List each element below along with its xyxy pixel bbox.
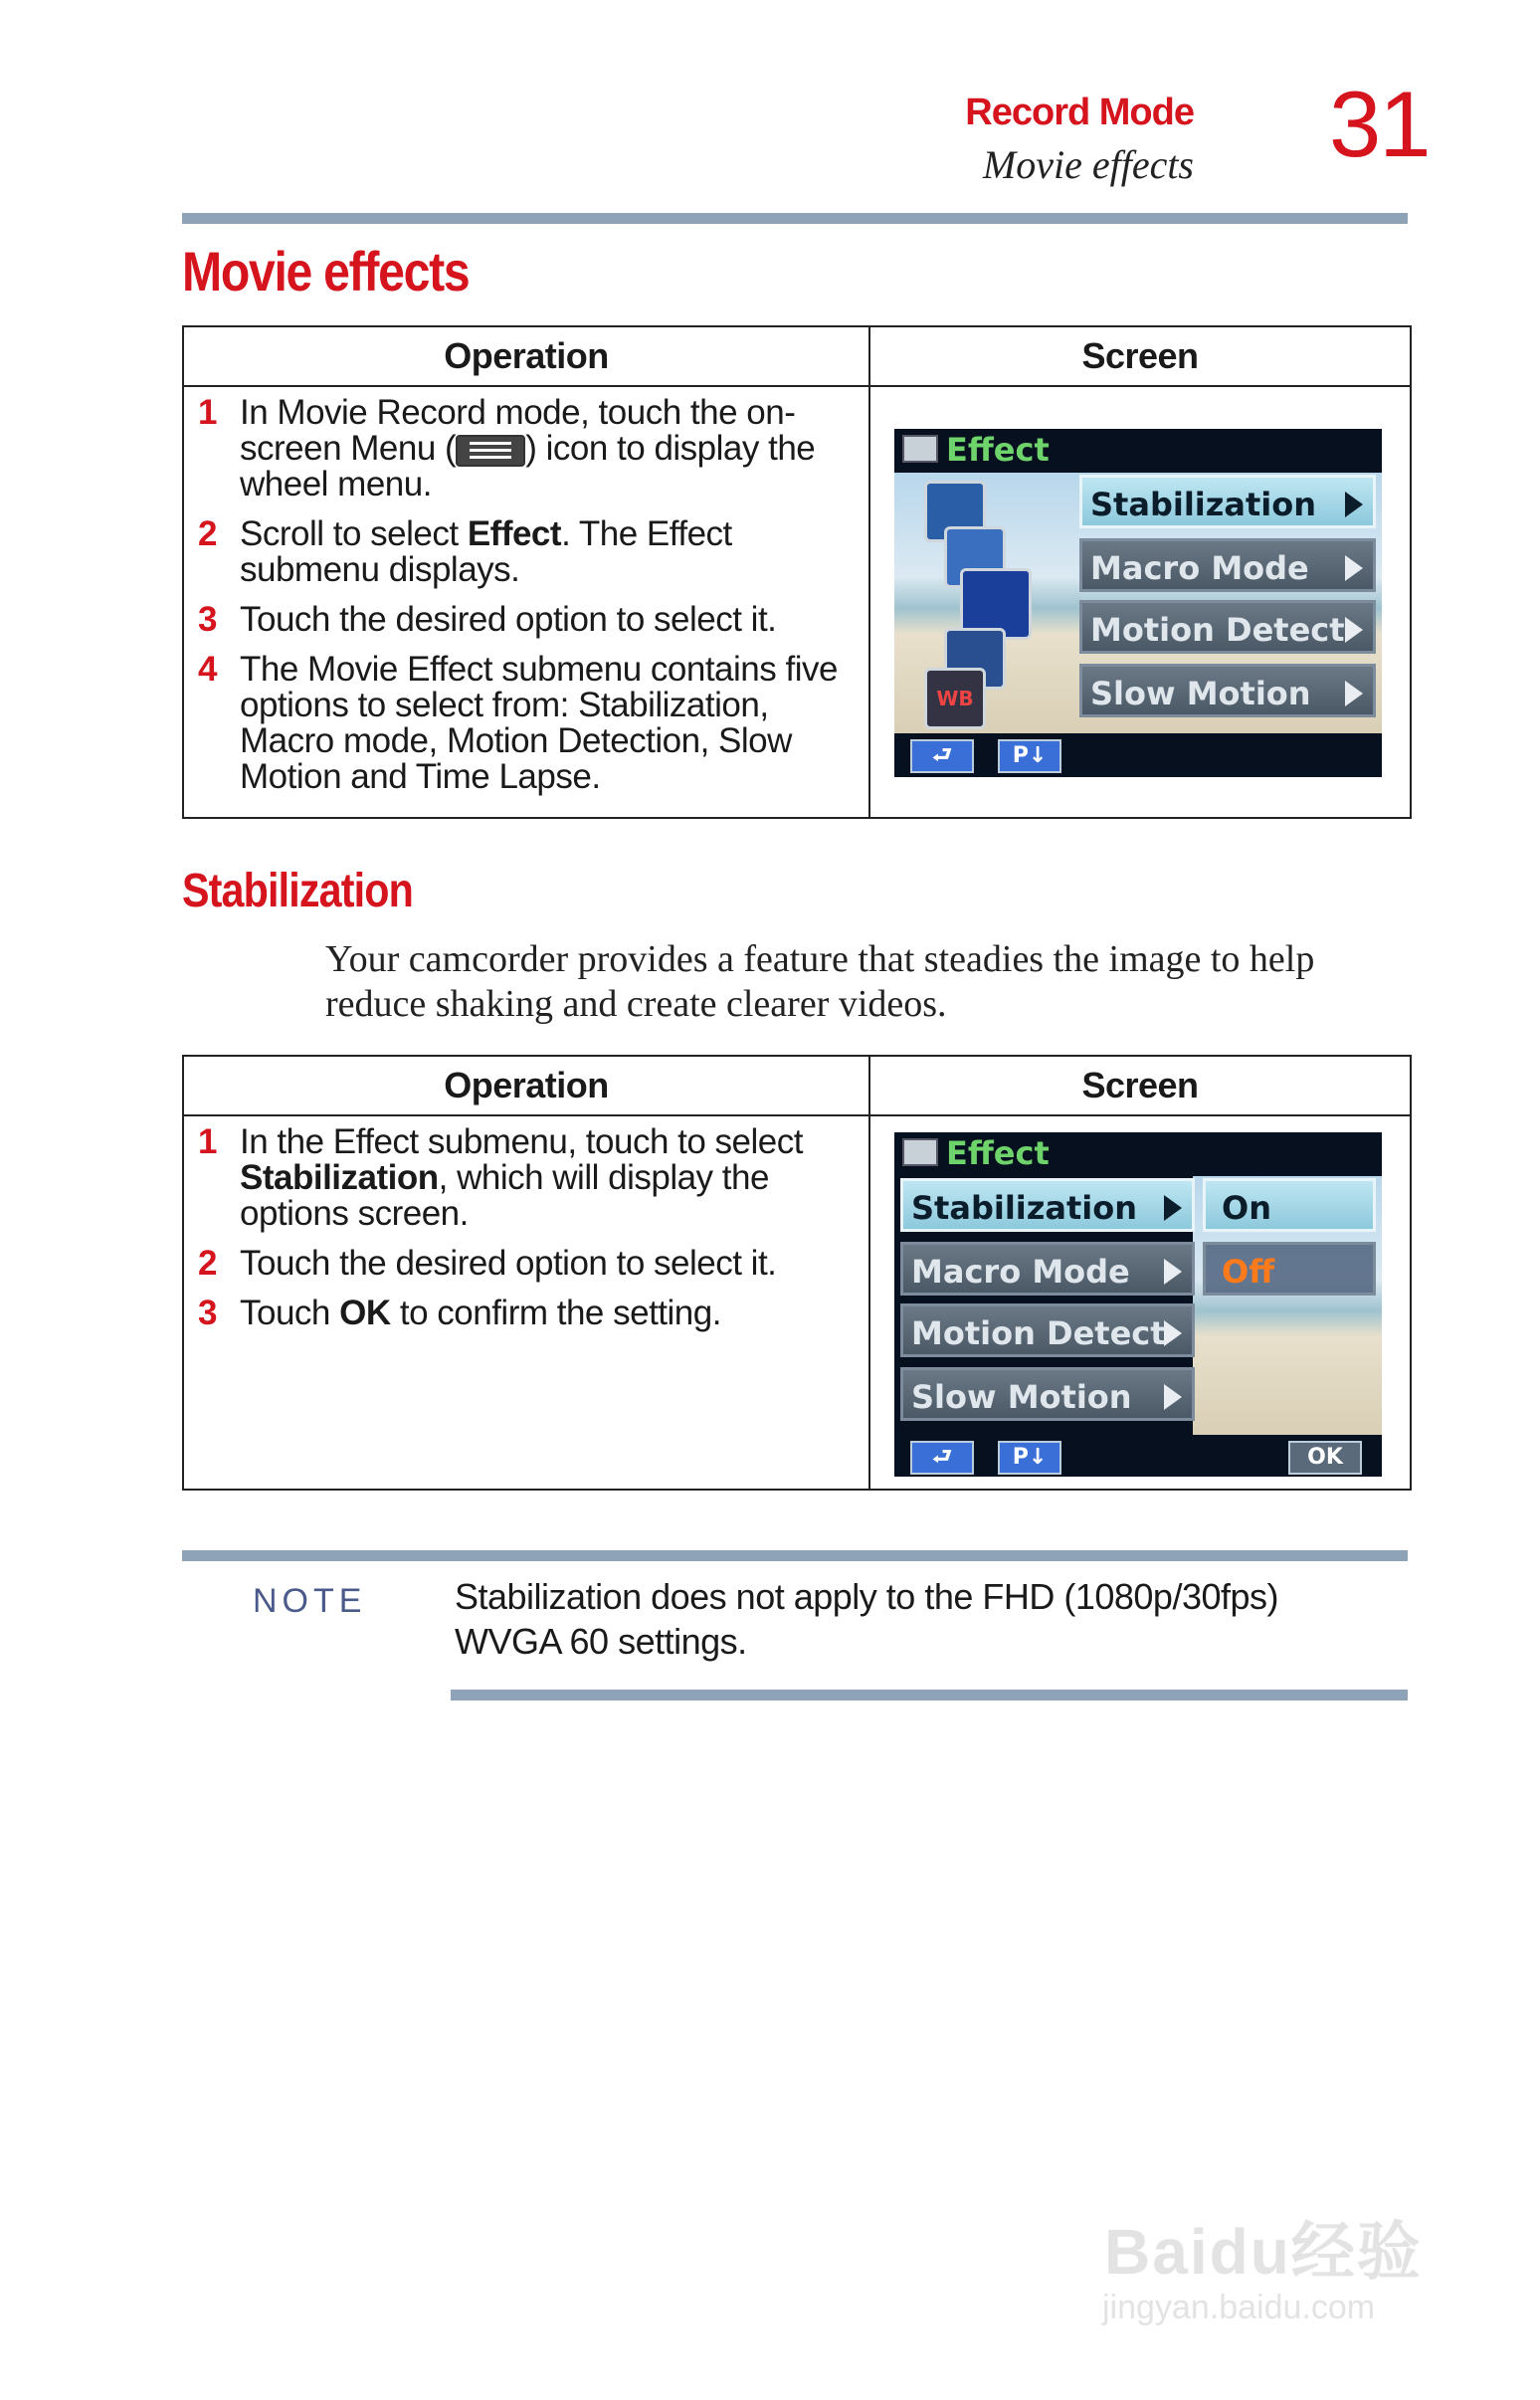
step-item: 3 Touch the desired option to select it. <box>198 600 777 639</box>
step-number: 3 <box>198 1294 217 1332</box>
menu-item-slow-motion[interactable]: Slow Motion <box>900 1367 1195 1421</box>
menu-item-motion-detect[interactable]: Motion Detect <box>1079 600 1376 654</box>
note-bottom-rule <box>451 1690 1408 1700</box>
page-title: Movie effects <box>182 240 470 302</box>
step-number: 1 <box>198 1122 217 1161</box>
screen-header: Screen <box>869 1056 1411 1115</box>
arrow-right-icon <box>1164 1384 1182 1410</box>
header-rule <box>182 213 1408 224</box>
step-number: 2 <box>198 514 217 553</box>
step-item: 2 Touch the desired option to select it. <box>198 1244 777 1283</box>
back-button[interactable]: ⮐ <box>910 739 974 773</box>
page-down-button[interactable]: P↓ <box>998 739 1061 773</box>
step-number: 4 <box>198 650 217 689</box>
step-number: 3 <box>198 600 217 639</box>
note-top-rule <box>182 1550 1408 1561</box>
camera-icon <box>902 1138 938 1166</box>
arrow-right-icon <box>1164 1259 1182 1285</box>
step-item: 1 In Movie Record mode, touch the on-screen Menu ( ) icon to display the wheel menu. <box>198 393 816 503</box>
operation-table-2 <box>182 1055 1412 1491</box>
step-item: 1 In the Effect submenu, touch to select Stabilization, which will display the options screen. <box>198 1122 803 1233</box>
watermark-url: jingyan.baidu.com <box>1102 2289 1376 2326</box>
step-item: 2 Scroll to select Effect. The Effect submenu displays. <box>198 514 732 589</box>
white-balance-icon: WB <box>924 668 986 729</box>
arrow-right-icon <box>1164 1320 1182 1346</box>
menu-item-macro-mode[interactable]: Macro Mode <box>900 1242 1195 1296</box>
note-label: NOTE <box>253 1582 367 1620</box>
option-off[interactable]: Off <box>1203 1242 1376 1296</box>
effect-header: Effect <box>902 431 1050 469</box>
menu-item-stabilization[interactable]: Stabilization <box>1079 475 1376 528</box>
operation-table-1 <box>182 325 1412 819</box>
effect-menu-screen <box>894 429 1382 777</box>
menu-item-motion-detect[interactable]: Motion Detect <box>900 1303 1195 1357</box>
step-item: 4 The Movie Effect submenu contains five options to select from: Stabilization, Macro mode, Motion Detection, Slow Motion and Time Lapse. <box>198 650 838 796</box>
section-intro: Your camcorder provides a feature that steadies the image to help reduce shaking and create clearer videos. <box>325 938 1315 1025</box>
watermark-logo: Baidu经验 <box>1104 2216 1423 2288</box>
menu-item-macro-mode[interactable]: Macro Mode <box>1079 538 1376 592</box>
effect-header: Effect <box>902 1134 1050 1172</box>
option-on[interactable]: On <box>1203 1178 1376 1232</box>
section-title: Stabilization <box>182 865 413 917</box>
step-number: 1 <box>198 393 217 432</box>
page-down-button[interactable]: P↓ <box>998 1441 1061 1475</box>
step-item: 3 Touch OK to confirm the setting. <box>198 1294 721 1332</box>
operation-header: Operation <box>183 326 869 386</box>
running-head-section: Record Mode <box>965 92 1194 133</box>
step-number: 2 <box>198 1244 217 1283</box>
operation-header: Operation <box>183 1056 869 1115</box>
running-head-subsection: Movie effects <box>982 142 1194 187</box>
arrow-right-icon <box>1345 681 1363 706</box>
ok-button[interactable]: OK <box>1288 1441 1362 1475</box>
menu-item-stabilization[interactable]: Stabilization <box>900 1178 1195 1232</box>
menu-icon <box>456 435 525 467</box>
back-button[interactable]: ⮐ <box>910 1441 974 1475</box>
arrow-right-icon <box>1345 617 1363 643</box>
note-text: Stabilization does not apply to the FHD (1080p/30fps) WVGA 60 settings. <box>455 1576 1279 1662</box>
arrow-right-icon <box>1345 492 1363 517</box>
step-list <box>184 387 868 795</box>
arrow-right-icon <box>1345 555 1363 581</box>
arrow-right-icon <box>1164 1195 1182 1221</box>
camera-icon <box>902 435 938 463</box>
page-number: 31 <box>1329 72 1430 176</box>
menu-item-slow-motion[interactable]: Slow Motion <box>1079 664 1376 717</box>
screen-header: Screen <box>869 326 1411 386</box>
stabilization-options-screen <box>894 1132 1382 1477</box>
step-list <box>184 1116 868 1331</box>
